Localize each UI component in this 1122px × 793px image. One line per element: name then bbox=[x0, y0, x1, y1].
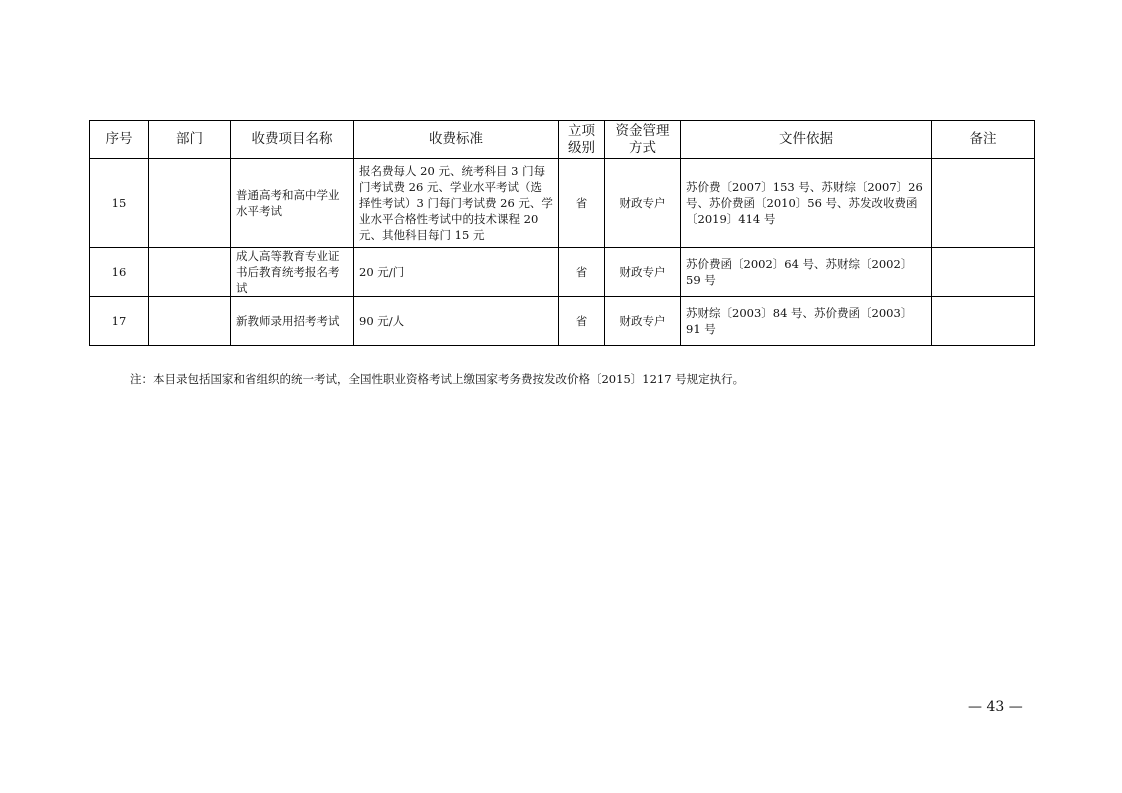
row-remarks bbox=[932, 159, 1035, 248]
row-item-name: 成人高等教育专业证书后教育统考报名考试 bbox=[231, 248, 354, 297]
row-no: 16 bbox=[90, 248, 149, 297]
table-header-row bbox=[90, 121, 1035, 159]
row-document-basis: 苏财综〔2003〕84 号、苏价费函〔2003〕91 号 bbox=[681, 297, 932, 346]
row-fund-management: 财政专户 bbox=[605, 248, 681, 297]
row-remarks bbox=[932, 297, 1035, 346]
header-document-basis: 文件依据 bbox=[681, 121, 932, 159]
row-document-basis: 苏价费函〔2002〕64 号、苏财综〔2002〕59 号 bbox=[681, 248, 932, 297]
table-row bbox=[90, 159, 1035, 248]
row-fund-management: 财政专户 bbox=[605, 159, 681, 248]
row-department bbox=[149, 297, 231, 346]
row-department bbox=[149, 248, 231, 297]
row-department bbox=[149, 159, 231, 248]
table-row bbox=[90, 297, 1035, 346]
row-item-name: 普通高考和高中学业水平考试 bbox=[231, 159, 354, 248]
row-fee-standard: 20 元/门 bbox=[354, 248, 559, 297]
header-item-name: 收费项目名称 bbox=[231, 121, 354, 159]
header-fund-management: 资金管理 方式 bbox=[605, 121, 681, 159]
row-no: 15 bbox=[90, 159, 149, 248]
header-remarks: 备注 bbox=[932, 121, 1035, 159]
row-remarks bbox=[932, 248, 1035, 297]
row-level: 省 bbox=[559, 159, 605, 248]
table-footnote: 注：本目录包括国家和省组织的统一考试，全国性职业资格考试上缴国家考务费按发改价格〔2015〕1217 号规定执行。 bbox=[130, 372, 745, 386]
table-row bbox=[90, 248, 1035, 297]
page-number: — 43 — bbox=[968, 699, 1023, 715]
fee-table bbox=[89, 120, 1035, 346]
row-item-name: 新教师录用招考考试 bbox=[231, 297, 354, 346]
row-fee-standard: 报名费每人 20 元、统考科目 3 门每门考试费 26 元、学业水平考试（选择性考试）3 门每门考试费 26 元、学业水平合格性考试中的技术课程 20 元、其他科目每门 15 元 bbox=[354, 159, 559, 248]
row-level: 省 bbox=[559, 248, 605, 297]
header-no: 序号 bbox=[90, 121, 149, 159]
row-fund-management: 财政专户 bbox=[605, 297, 681, 346]
row-document-basis: 苏价费〔2007〕153 号、苏财综〔2007〕26 号、苏价费函〔2010〕56 号、苏发改收费函〔2019〕414 号 bbox=[681, 159, 932, 248]
header-level: 立项 级别 bbox=[559, 121, 605, 159]
row-level: 省 bbox=[559, 297, 605, 346]
row-fee-standard: 90 元/人 bbox=[354, 297, 559, 346]
header-fee-standard: 收费标准 bbox=[354, 121, 559, 159]
header-department: 部门 bbox=[149, 121, 231, 159]
row-no: 17 bbox=[90, 297, 149, 346]
